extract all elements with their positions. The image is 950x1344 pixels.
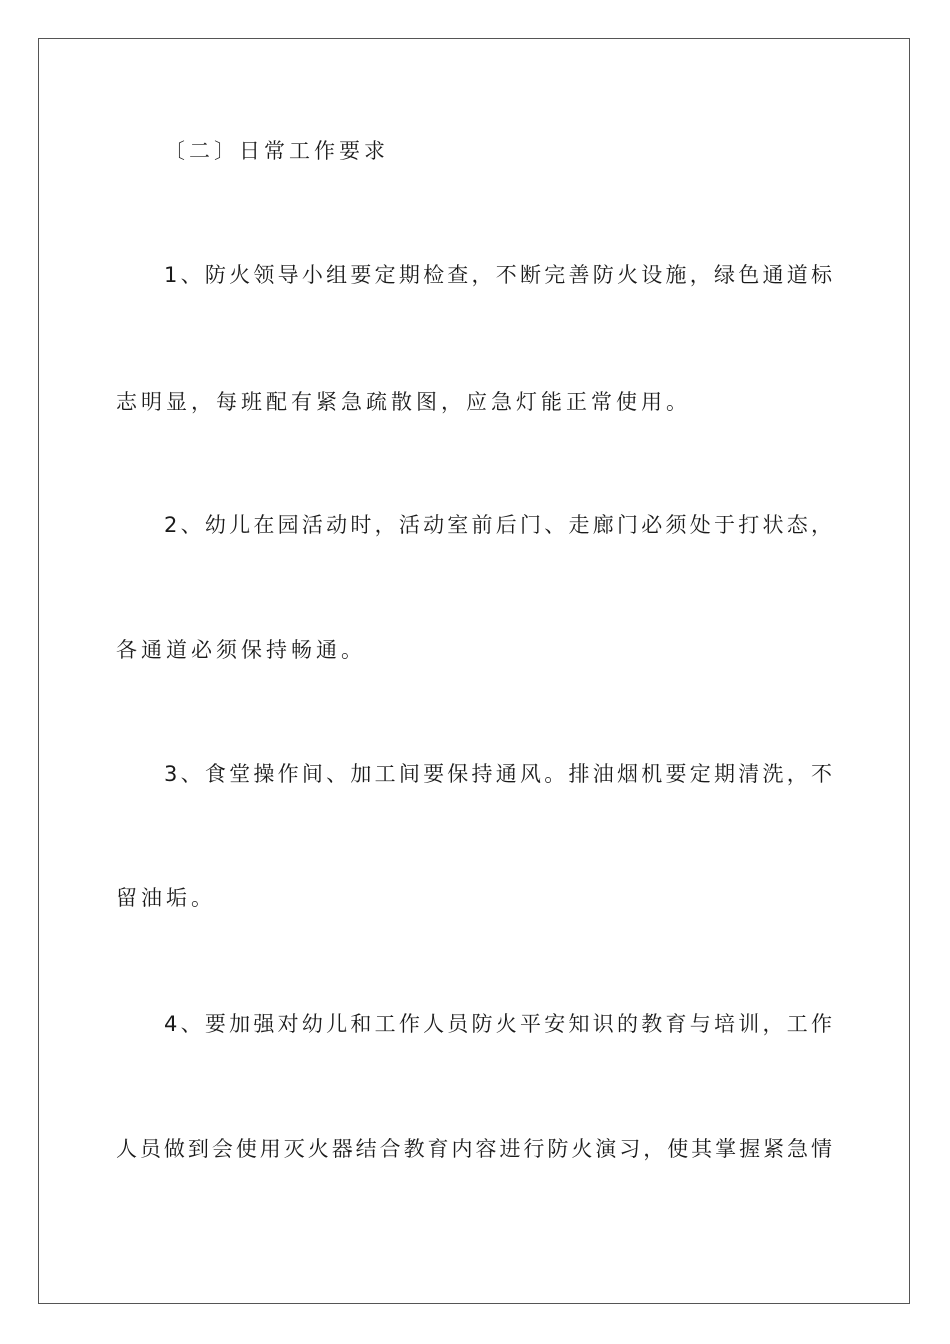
paragraph-2-line-2: 各通道必须保持畅通。 xyxy=(116,638,366,662)
paragraph-3-line-2: 留油垢。 xyxy=(116,886,216,910)
paragraph-2-line-1: 2、幼儿在园活动时，活动室前后门、走廊门必须处于打状态， xyxy=(164,513,832,537)
section-heading: 〔二〕日常工作要求 xyxy=(164,139,389,163)
paragraph-1-line-1: 1、防火领导小组要定期检查，不断完善防火设施，绿色通道标 xyxy=(164,263,832,287)
paragraph-3-line-1: 3、食堂操作间、加工间要保持通风。排油烟机要定期清洗，不 xyxy=(164,762,832,786)
paragraph-4-line-1: 4、要加强对幼儿和工作人员防火平安知识的教育与培训，工作 xyxy=(164,1012,832,1036)
page-border xyxy=(38,38,910,1304)
paragraph-1-line-2: 志明显，每班配有紧急疏散图，应急灯能正常使用。 xyxy=(116,390,691,414)
paragraph-4-line-2: 人员做到会使用灭火器结合教育内容进行防火演习，使其掌握紧急情 xyxy=(116,1137,832,1161)
